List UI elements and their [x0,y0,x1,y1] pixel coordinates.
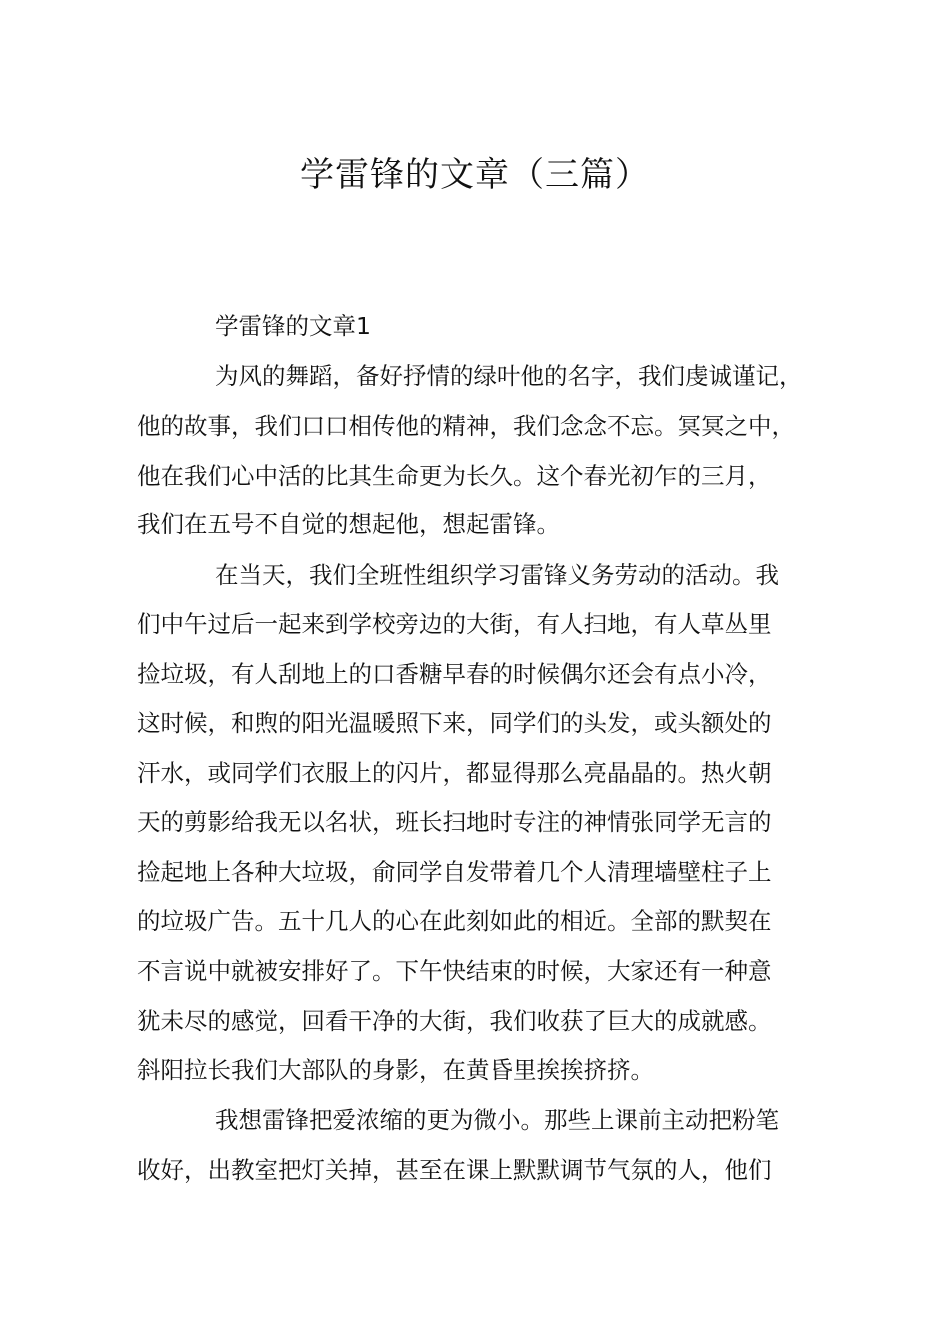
paragraph-line: 汗水，或同学们衣服上的闪片，都显得那么亮晶晶的。热火朝 [137,759,772,787]
paragraph-line: 收好，出教室把灯关掉，甚至在课上默默调节气氛的人，他们 [137,1156,772,1184]
paragraph-line: 们中午过后一起来到学校旁边的大街，有人扫地，有人草丛里 [137,610,772,638]
paragraph-line: 在当天，我们全班性组织学习雷锋义务劳动的活动。我 [215,561,779,589]
paragraph-line: 天的剪影给我无以名状，班长扫地时专注的神情张同学无言的 [137,808,772,836]
paragraph-line: 的垃圾广告。五十几人的心在此刻如此的相近。全部的默契在 [137,907,772,935]
paragraph-line: 捡垃圾，有人刮地上的口香糖早春的时候偶尔还会有点小冷， [137,660,772,688]
paragraph-line: 为风的舞蹈，备好抒情的绿叶他的名字，我们虔诚谨记， [215,362,803,390]
paragraph-line: 我们在五号不自觉的想起他，想起雷锋。 [137,510,560,538]
paragraph-line: 斜阳拉长我们大部队的身影，在黄昏里挨挨挤挤。 [137,1056,654,1084]
paragraph-line: 捡起地上各种大垃圾，俞同学自发带着几个人清理墙壁柱子上 [137,858,772,886]
paragraph-line: 这时候，和煦的阳光温暖照下来，同学们的头发，或头额处的 [137,709,772,737]
paragraph-line: 他在我们心中活的比其生命更为长久。这个春光初乍的三月， [137,462,772,490]
paragraph-line: 犹未尽的感觉，回看干净的大街，我们收获了巨大的成就感。 [137,1007,772,1035]
document-title: 学雷锋的文章（三篇） [300,155,650,195]
section-heading: 学雷锋的文章1 [215,312,371,340]
paragraph-line: 不言说中就被安排好了。下午快结束的时候，大家还有一种意 [137,957,772,985]
paragraph-line: 他的故事，我们口口相传他的精神，我们念念不忘。冥冥之中， [137,412,795,440]
paragraph-line: 我想雷锋把爱浓缩的更为微小。那些上课前主动把粉笔 [215,1106,779,1134]
